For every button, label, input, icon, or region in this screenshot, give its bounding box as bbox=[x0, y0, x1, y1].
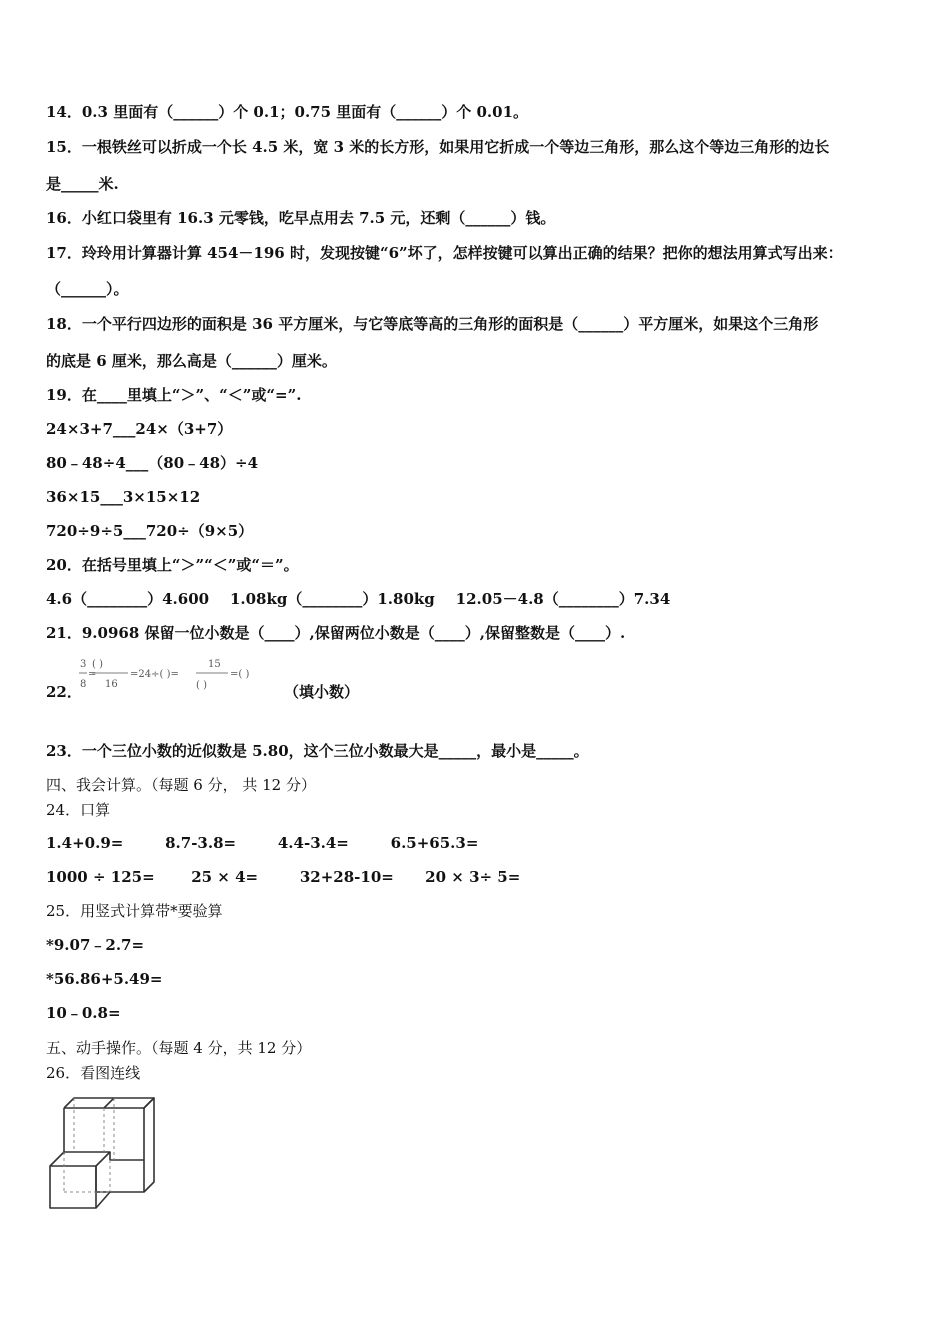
question-25: 25．用竖式计算带*要验算 bbox=[46, 902, 223, 920]
section-5-title: 五、动手操作。（每题 4 分，共 12 分） bbox=[46, 1039, 312, 1057]
fraction-numerator-1: 3 bbox=[80, 659, 87, 670]
fraction-blank-3: ( ) bbox=[196, 680, 207, 691]
question-18-line1: 18．一个平行四边形的面积是 36 平方厘米，与它等底等高的三角形的面积是（______）平方厘米，如果这个三角形 bbox=[46, 315, 819, 333]
question-22-fraction-chain bbox=[78, 655, 288, 701]
question-22-number: 22． bbox=[46, 683, 82, 701]
question-19-item-2: 80﹣48÷4___（80﹣48）÷4 bbox=[46, 454, 259, 472]
fraction-denominator-2: 16 bbox=[105, 679, 118, 690]
fraction-equals-1: = bbox=[88, 669, 97, 680]
fraction-blank-1: ( ) bbox=[92, 659, 103, 670]
question-18-line2: 的底是 6 厘米，那么高是（______）厘米。 bbox=[46, 352, 337, 370]
question-14: 14．0.3 里面有（______）个 0.1；0.75 里面有（______）个 0.01。 bbox=[46, 103, 529, 121]
fraction-numerator-3: 15 bbox=[208, 659, 221, 670]
question-19-item-3: 36×15___3×15×12 bbox=[46, 488, 201, 506]
question-24: 24．口算 bbox=[46, 801, 111, 819]
question-19-item-1: 24×3+7___24×（3+7） bbox=[46, 420, 233, 438]
question-15-line1: 15．一根铁丝可以折成一个长 4.5 米，宽 3 米的长方形，如果用它折成一个等边三角形，那么这个等边三角形的边长 bbox=[46, 138, 830, 156]
question-25-item-2: *56.86+5.49= bbox=[46, 970, 163, 988]
question-15-line2: 是_____米. bbox=[46, 175, 119, 193]
question-25-item-1: *9.07﹣2.7= bbox=[46, 936, 145, 954]
fraction-middle: =24÷( )= bbox=[130, 669, 179, 680]
section-4-title: 四、我会计算。（每题 6 分， 共 12 分） bbox=[46, 776, 316, 794]
question-17-line2: （______）。 bbox=[46, 280, 129, 298]
question-26: 26．看图连线 bbox=[46, 1064, 141, 1082]
stacked-cubes-figure bbox=[46, 1094, 158, 1212]
fraction-tail: =( ) bbox=[230, 669, 250, 680]
question-20: 20．在括号里填上“＞”“＜”或“＝”。 bbox=[46, 556, 299, 574]
question-24-row-2: 1000 ÷ 125= 25 × 4= 32+28-10= 20 × 3÷ 5= bbox=[46, 868, 521, 886]
question-20-items: 4.6（________）4.600 1.08kg（________）1.80kg 12.05－4.8（________）7.34 bbox=[46, 590, 671, 608]
question-25-item-3: 10﹣0.8= bbox=[46, 1004, 121, 1022]
question-17-line1: 17．玲玲用计算器计算 454－196 时，发现按键“6”坏了，怎样按键可以算出正确的结果？把你的想法用算式写出来： bbox=[46, 244, 843, 262]
question-24-row-1: 1.4+0.9= 8.7-3.8= 4.4-3.4= 6.5+65.3= bbox=[46, 834, 479, 852]
question-22-hint: （填小数） bbox=[284, 683, 360, 701]
fraction-denominator-1: 8 bbox=[80, 679, 87, 690]
question-16: 16．小红口袋里有 16.3 元零钱，吃早点用去 7.5 元，还剩（______）钱。 bbox=[46, 209, 556, 227]
question-23: 23．一个三位小数的近似数是 5.80，这个三位小数最大是_____，最小是_____。 bbox=[46, 742, 589, 760]
question-19: 19．在____里填上“＞”、“＜”或“=”. bbox=[46, 386, 302, 404]
question-21: 21．9.0968 保留一位小数是（____）,保留两位小数是（____）,保留整数是（____）. bbox=[46, 624, 626, 642]
question-19-item-4: 720÷9÷5___720÷（9×5） bbox=[46, 522, 254, 540]
